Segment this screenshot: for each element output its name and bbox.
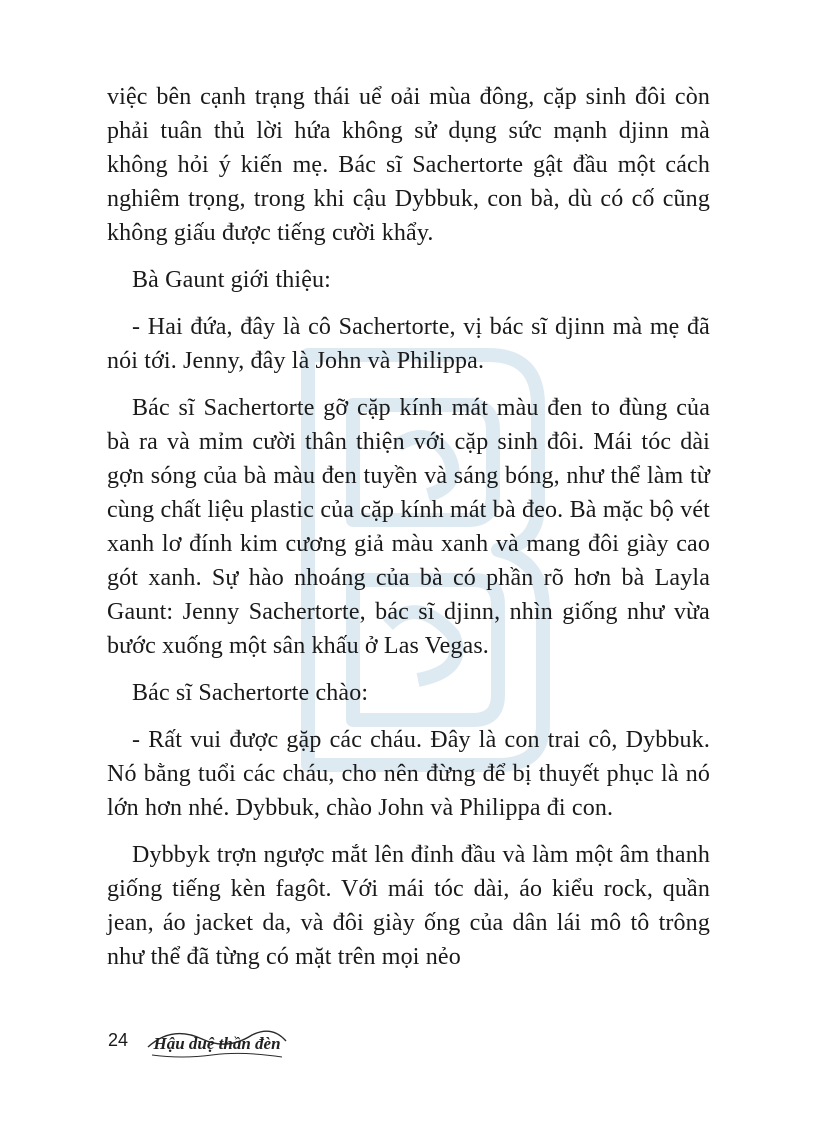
page-number: 24 — [108, 1029, 129, 1050]
paragraph-4: Bác sĩ Sachertorte gỡ cặp kính mát màu đen to đùng của bà ra và mỉm cười thân thiện với cặp sinh đôi. Mái tóc dài gợn sóng của bà màu đen tuyền và sáng bóng, như thể làm từ cùng chất liệu plastic của cặp kính mát bà đeo. Bà mặc bộ vét xanh lơ đính kim cương giả màu xanh và mang đôi giày cao gót xanh. Sự hào nhoáng của bà có phần rõ hơn bà Layla Gaunt: Jenny Sachertorte, bác sĩ djinn, nhìn giống như vừa bước xuống một sân khấu ở Las Vegas. — [107, 395, 710, 659]
paragraph-1: việc bên cạnh trạng thái uể oải mùa đông, cặp sinh đôi còn phải tuân thủ lời hứa không sử dụng sức mạnh djinn mà không hỏi ý kiến mẹ. Bác sĩ Sachertorte gật đầu một cách nghiêm trọng, trong khi cậu Dybbuk, con bà, dù có cố cũng không giấu được tiếng cười khẩy. — [107, 84, 710, 246]
paragraph-2: Bà Gaunt giới thiệu: — [132, 267, 331, 293]
paragraph-6: - Rất vui được gặp các cháu. Đây là con trai cô, Dybbuk. Nó bằng tuổi các cháu, cho nên đừng để bị thuyết phục là nó lớn hơn nhé. Dybbuk, chào John và Philippa đi con. — [107, 727, 710, 821]
paragraph-3: - Hai đứa, đây là cô Sachertorte, vị bác sĩ djinn mà mẹ đã nói tới. Jenny, đây là John và Philippa. — [107, 314, 710, 374]
page-footer — [108, 1015, 292, 1065]
paragraph-5: Bác sĩ Sachertorte chào: — [132, 680, 369, 706]
series-title-logo — [142, 1017, 292, 1063]
svg-text:Hậu duệ thần đèn: Hậu duệ thần đèn — [153, 1034, 281, 1053]
body-text — [107, 80, 710, 987]
paragraph-7: Dybbyk trợn ngược mắt lên đỉnh đầu và làm một âm thanh giống tiếng kèn fagôt. Với mái tóc dài, áo kiểu rock, quần jean, áo jacket da, và đôi giày ống của dân lái mô tô trông như thể đã từng có mặt trên mọi nẻo — [107, 842, 710, 970]
